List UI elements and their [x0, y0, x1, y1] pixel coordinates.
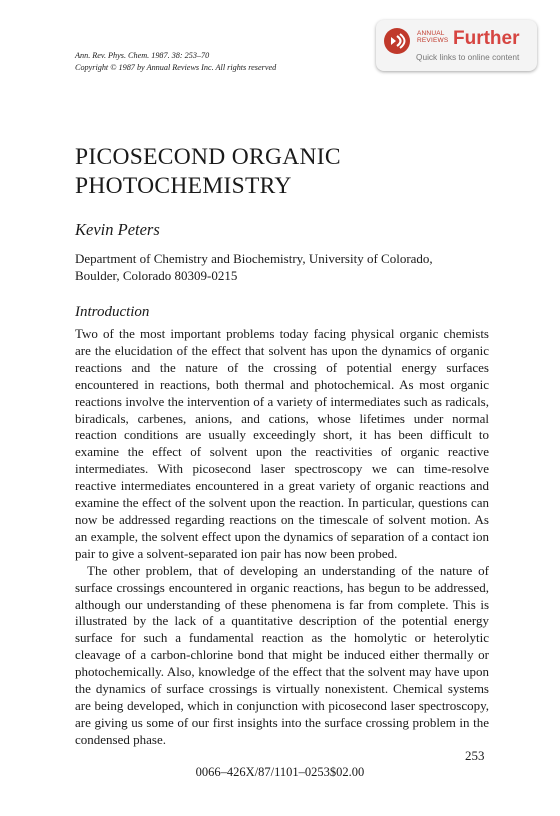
paragraph-2: The other problem, that of developing an understanding of the nature of surface crossings encountered in organic reactions, has begun to be addressed, although our understanding of these phenomena is far from complete. This is illustrated by the lack of a quantitative description of the potential energy surface for such a fundamental reaction as the homolytic or heterolytic cleavage of a carbon-chlorine bond that might be induced either thermally or photochemically. Also, knowledge of the effect that the solvent may have upon the dynamics of surface crossings is virtually nonexistent. Chemical systems are being developed, which in conjunction with picosecond laser spectroscopy, are giving us some of our first insights into the surface crossing problem in the condensed phase. — [75, 562, 489, 747]
page-number: 253 — [465, 748, 485, 763]
title-line-2: PHOTOCHEMISTRY — [75, 173, 292, 199]
journal-citation — [75, 50, 276, 74]
affiliation-line-2: Boulder, Colorado 80309-0215 — [75, 268, 238, 283]
annual-reviews-logo-icon — [383, 27, 411, 55]
author-affiliation — [75, 250, 495, 284]
article-title — [75, 143, 495, 201]
badge-brand-small — [417, 30, 448, 44]
body-text — [75, 326, 489, 749]
further-badge[interactable] — [376, 20, 537, 71]
title-line-1: PICOSECOND ORGANIC — [75, 144, 341, 170]
badge-brand-line2: REVIEWS — [417, 37, 449, 44]
footer-code: 0066–426X/87/1101–0253$02.00 — [195, 765, 365, 779]
affiliation-line-1: Department of Chemistry and Biochemistry, University of Colorado, — [75, 251, 433, 266]
copyright-line: Copyright © 1987 by Annual Reviews Inc. All rights reserved — [75, 63, 277, 72]
paragraph-1: Two of the most important problems today facing physical organic chemists are the elucidation of the effect that solvent has upon the dynamics of organic reactions and the nature of the crossing of potential energy surfaces encountered in reactions, both thermal and photochemical. As most organic reactions involve the intervention of a variety of intermediates such as radicals, biradicals, carbenes, anions, and cations, whose lifetimes under normal reaction conditions are usually exceedingly short, it has been difficult to examine the effect of solvent upon the reactivities of organic reactive intermediates. With picosecond laser spectroscopy we can time-resolve reactive intermediates encountered in a great variety of organic reactions and examine the effect of the solvent upon the reaction. In particular, questions can now be addressed regarding reactions on the timescale of solvent motion. As an example, the solvent effect upon the dynamics of separation of a contact ion pair to give a solvent-separated ion pair has now been probed. — [75, 326, 489, 561]
section-heading: Introduction — [75, 304, 150, 320]
badge-subtitle-link[interactable]: Quick links to online content — [416, 52, 520, 62]
badge-brand-line1: ANNUAL — [417, 30, 445, 37]
journal-line: Ann. Rev. Phys. Chem. 1987. 38: 253–70 — [75, 51, 210, 60]
badge-further-word: Further — [453, 28, 520, 49]
author-name: Kevin Peters — [75, 220, 160, 239]
